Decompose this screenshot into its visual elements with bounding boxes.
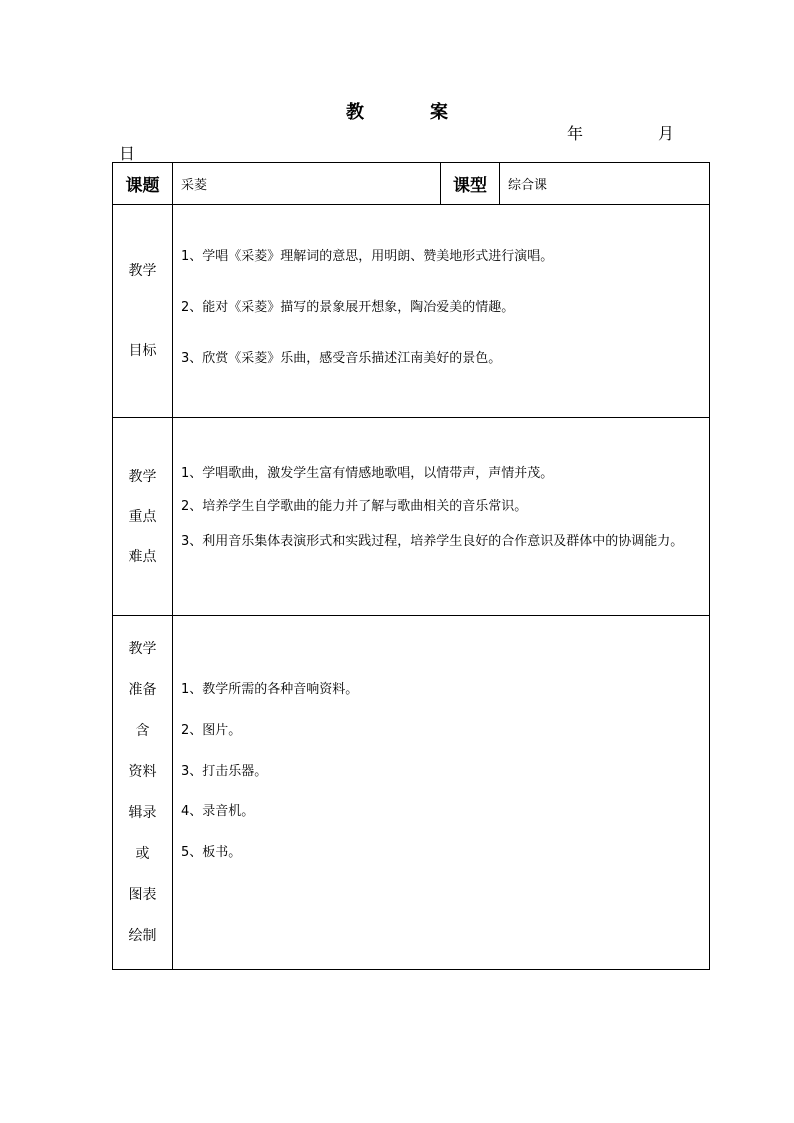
preparation-label (113, 616, 173, 970)
key-points-label-line-1: 教学 (128, 468, 157, 485)
title-char-2: 案 (430, 102, 450, 123)
objectives-row (113, 205, 710, 418)
date-month-label: 月 (658, 124, 675, 143)
objectives-content (173, 205, 710, 418)
key-points-label-line-3: 难点 (128, 548, 157, 565)
prep-label-line: 含 (135, 723, 150, 739)
prep-label-line: 或 (135, 846, 150, 862)
date-day-label: 日 (119, 144, 136, 163)
type-value: 综合课 (500, 163, 710, 205)
preparation-item: 3、打击乐器。 (181, 763, 268, 779)
objective-item: 2、能对《采菱》描写的景象展开想象，陶冶爱美的情趣。 (181, 299, 515, 315)
objective-item: 1、学唱《采菱》理解词的意思，用明朗、赞美地形式进行演唱。 (181, 249, 554, 264)
prep-label-line: 教学 (128, 641, 157, 657)
type-label: 课型 (441, 163, 500, 205)
key-point-item: 2、培养学生自学歌曲的能力并了解与歌曲相关的音乐常识。 (181, 498, 528, 514)
key-points-content (173, 418, 710, 616)
title-char-1: 教 (346, 102, 366, 123)
header-row (113, 163, 710, 205)
preparation-item: 1、教学所需的各种音响资料。 (181, 682, 359, 697)
topic-value: 采菱 (173, 163, 441, 205)
key-points-row (113, 418, 710, 616)
preparation-item: 4、录音机。 (181, 804, 255, 820)
prep-label-line: 绘制 (128, 928, 157, 944)
preparation-item: 5、板书。 (181, 845, 242, 861)
key-point-item: 1、学唱歌曲，激发学生富有情感地歌唱，以情带声，声情并茂。 (181, 466, 554, 481)
key-points-label (113, 418, 173, 616)
preparation-item: 2、图片。 (181, 722, 242, 738)
prep-label-line: 准备 (128, 682, 157, 698)
key-point-item: 3、利用音乐集体表演形式和实践过程，培养学生良好的合作意识及群体中的协调能力。 (181, 533, 684, 549)
preparation-content (173, 616, 710, 970)
topic-label: 课题 (113, 163, 173, 205)
key-points-label-line-2: 重点 (128, 508, 157, 525)
prep-label-line: 辑录 (128, 805, 157, 821)
objectives-label (113, 205, 173, 418)
preparation-row (113, 616, 710, 970)
objectives-label-line-1: 教学 (128, 263, 157, 279)
objectives-label-line-2: 目标 (128, 343, 157, 359)
lesson-plan-table (112, 162, 710, 970)
objective-item: 3、欣赏《采菱》乐曲，感受音乐描述江南美好的景色。 (181, 350, 502, 366)
prep-label-line: 资料 (128, 764, 157, 780)
date-year-label: 年 (567, 124, 584, 143)
prep-label-line: 图表 (128, 887, 157, 903)
